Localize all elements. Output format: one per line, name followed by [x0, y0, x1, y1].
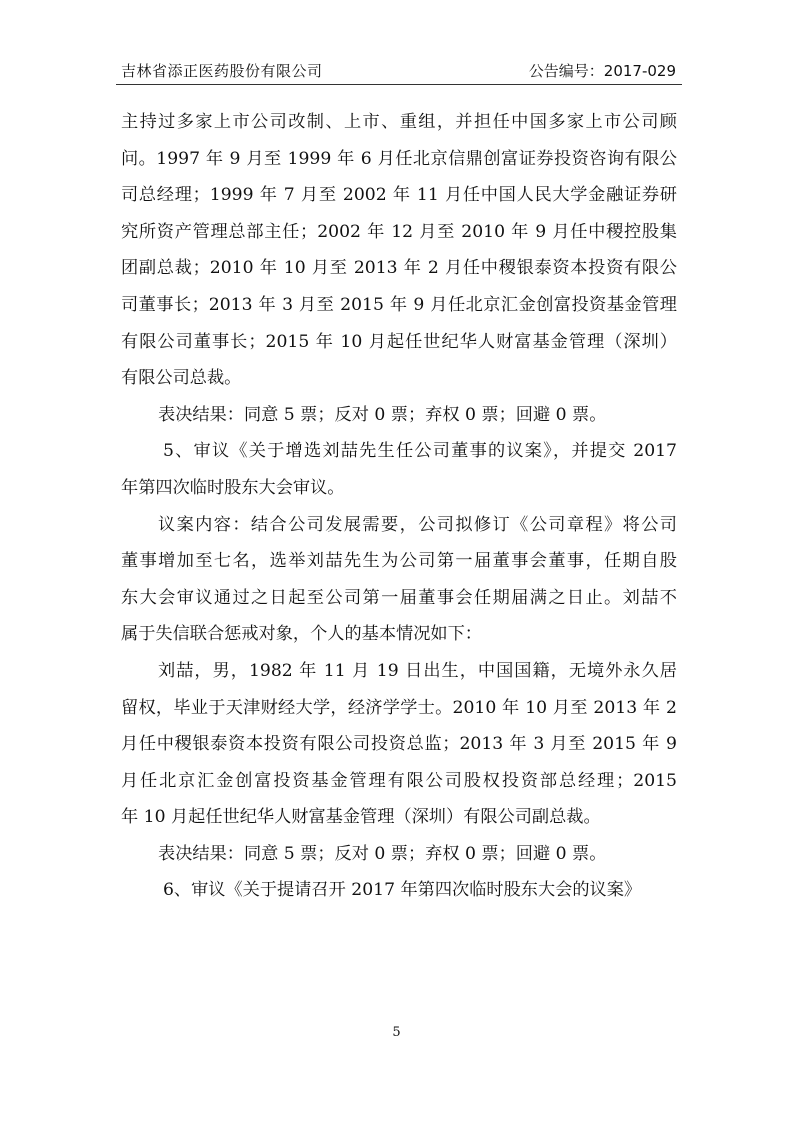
text-line: 东大会审议通过之日起至公司第一届董事会任期届满之日止。刘喆不 — [121, 587, 677, 608]
document-body — [121, 104, 677, 909]
text-line: 董事增加至七名，选举刘喆先生为公司第一届董事会董事，任期自股 — [121, 551, 677, 572]
text-line: 问。1997 年 9 月至 1999 年 6 月任北京信鼎创富证券投资咨询有限公 — [121, 148, 677, 169]
text-line: 司总经理；1999 年 7 月至 2002 年 11 月任中国人民大学金融证券研 — [121, 185, 677, 206]
vote-result: 表决结果：同意 5 票；反对 0 票；弃权 0 票；回避 0 票。 — [158, 843, 607, 864]
company-name: 吉林省添正医药股份有限公司 — [121, 62, 323, 80]
text-line: 主持过多家上市公司改制、上市、重组，并担任中国多家上市公司顾 — [121, 112, 677, 132]
text-line: 属于失信联合惩戒对象，个人的基本情况如下： — [121, 624, 482, 645]
text-line: 究所资产管理总部主任；2002 年 12 月至 2010 年 9 月任中稷控股集 — [121, 221, 677, 242]
text-line: 年 10 月起任世纪华人财富基金管理（深圳）有限公司副总裁。 — [121, 807, 601, 828]
vote-result: 表决结果：同意 5 票；反对 0 票；弃权 0 票；回避 0 票。 — [158, 404, 607, 425]
text-line: 刘喆，男，1982 年 11 月 19 日出生，中国国籍，无境外永久居 — [158, 660, 677, 681]
page-header — [121, 58, 676, 82]
text-line: 团副总裁；2010 年 10 月至 2013 年 2 月任中稷银泰资本投资有限公 — [121, 258, 677, 279]
text-line: 月任北京汇金创富投资基金管理有限公司股权投资部总经理；2015 — [121, 770, 677, 791]
text-line: 有限公司总裁。 — [121, 368, 242, 389]
text-line: 有限公司董事长；2015 年 10 月起任世纪华人财富基金管理（深圳） — [121, 331, 677, 352]
text-line: 月任中稷银泰资本投资有限公司投资总监；2013 年 3 月至 2015 年 9 — [121, 734, 677, 755]
agenda-item-6: 6、审议《关于提请召开 2017 年第四次临时股东大会的议案》 — [163, 880, 642, 901]
text-line: 司董事长；2013 年 3 月至 2015 年 9 月任北京汇金创富投资基金管理 — [121, 294, 677, 315]
agenda-item-5: 5、审议《关于增选刘喆先生任公司董事的议案》，并提交 2017 — [163, 441, 677, 462]
notice-number: 公告编号：2017-029 — [528, 62, 676, 80]
text-line: 留权，毕业于天津财经大学，经济学学士。2010 年 10 月至 2013 年 2 — [121, 697, 677, 718]
header-divider — [116, 84, 682, 85]
page-number: 5 — [392, 1025, 401, 1040]
text-line: 年第四次临时股东大会审议。 — [121, 477, 345, 498]
text-line: 议案内容：结合公司发展需要，公司拟修订《公司章程》将公司 — [158, 514, 677, 535]
